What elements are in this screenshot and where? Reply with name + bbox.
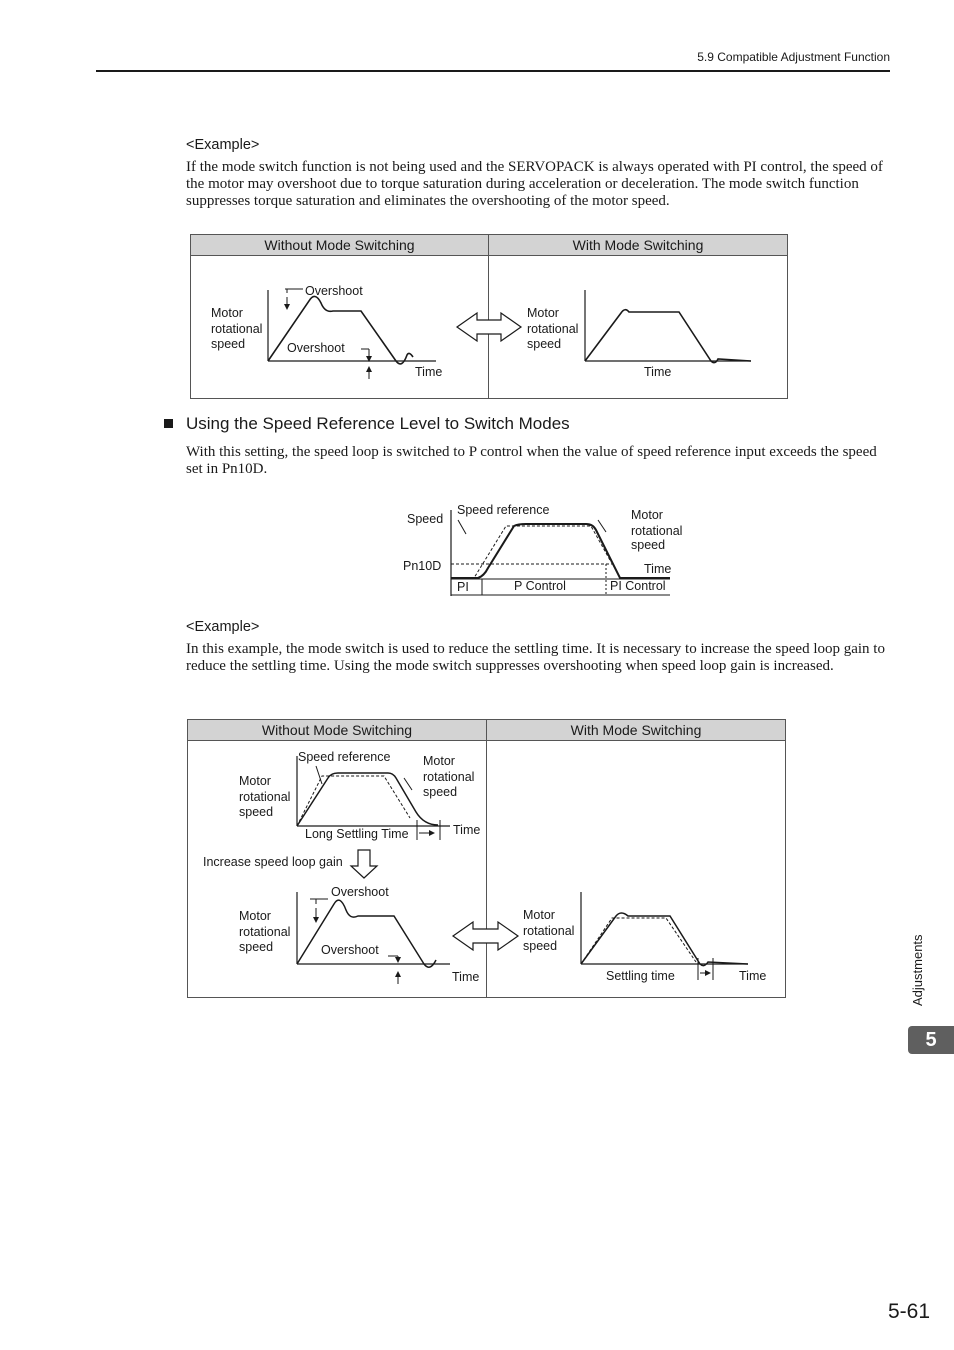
column-header-with: With Mode Switching — [489, 235, 787, 256]
top-ylabel-1: Motor — [239, 774, 271, 788]
column-header-without: Without Mode Switching — [188, 720, 486, 741]
right-xlabel: Time — [739, 969, 767, 983]
speed-reference-label: Speed reference — [457, 503, 550, 517]
top-ylabel-3: speed — [239, 805, 274, 819]
top-motor-label-3: speed — [423, 785, 458, 799]
right-ylabel-2: rotational — [527, 322, 579, 336]
right-ylabel-1: Motor — [527, 306, 559, 320]
left-ylabel-1: Motor — [211, 306, 243, 320]
motor-label-1: Motor — [631, 508, 663, 522]
right-ylabel-1: Motor — [523, 908, 555, 922]
right-ylabel-3: speed — [523, 939, 558, 953]
example-paragraph: If the mode switch function is not being used and the SERVOPACK is always operated with PI control, the speed of the motor may overshoot due to torque saturation during acceleration or deceleration. The mode switch function suppresses torque saturation and eliminates the overshooting of the motor speed. — [186, 159, 883, 209]
figure1-graphs — [191, 235, 787, 398]
right-ylabel-3: speed — [527, 337, 562, 351]
settling-time-label: Settling time — [606, 969, 675, 983]
top-xlabel: Time — [453, 823, 481, 837]
section-bullet — [164, 419, 173, 428]
top-speed-reference-label: Speed reference — [298, 750, 391, 764]
left-ylabel-2: rotational — [211, 322, 263, 336]
chapter-side-label — [908, 924, 926, 1008]
left-overshoot-top: Overshoot — [305, 284, 363, 298]
left-ylabel-3: speed — [211, 337, 246, 351]
column-header-without: Without Mode Switching — [191, 235, 488, 256]
pn10d-label: Pn10D — [403, 559, 442, 573]
p-control-region-label: P Control — [514, 579, 566, 593]
chapter-side-label-text: Adjustments — [910, 934, 925, 1006]
right-ylabel-2: rotational — [523, 924, 575, 938]
chapter-number-tab: 5 — [908, 1026, 954, 1054]
bottom-overshoot-top: Overshoot — [331, 885, 389, 899]
right-xlabel: Time — [644, 365, 672, 379]
bottom-ylabel-1: Motor — [239, 909, 271, 923]
motor-label-3: speed — [631, 538, 666, 552]
time-axis-label: Time — [644, 562, 672, 576]
header-rule — [96, 70, 890, 72]
top-motor-label-1: Motor — [423, 754, 455, 768]
long-settling-label: Long Settling Time — [305, 827, 409, 841]
bottom-overshoot-bottom: Overshoot — [321, 943, 379, 957]
bottom-xlabel: Time — [452, 970, 480, 984]
section-header-title: 5.9 Compatible Adjustment Function — [697, 50, 890, 64]
column-header-with: With Mode Switching — [487, 720, 785, 741]
speed-axis-label: Speed — [407, 512, 444, 526]
figure-settling-time-comparison — [187, 719, 786, 998]
top-motor-label-2: rotational — [423, 770, 475, 784]
figure-mode-switch-comparison — [190, 234, 788, 399]
example-label: <Example> — [186, 619, 260, 635]
example-paragraph: In this example, the mode switch is used to reduce the settling time. It is necessary to increase the speed loop gain to reduce the settling time. Using the mode switch suppresses overshooting when speed loop gain is increased. — [186, 641, 885, 674]
increase-gain-label: Increase speed loop gain — [203, 855, 343, 869]
bottom-ylabel-3: speed — [239, 940, 274, 954]
page-number: 5-61 — [887, 1300, 930, 1323]
motor-label-2: rotational — [631, 524, 683, 538]
bottom-ylabel-2: rotational — [239, 925, 291, 939]
pi-region-label: PI — [457, 580, 469, 594]
example-label: <Example> — [186, 137, 260, 153]
section-paragraph: With this setting, the speed loop is switched to P control when the value of speed reference input exceeds the speed set in Pn10D. — [186, 444, 877, 477]
top-ylabel-2: rotational — [239, 790, 291, 804]
left-xlabel: Time — [415, 365, 443, 379]
figure3-graphs — [188, 720, 785, 997]
figure-speed-reference-level — [396, 498, 696, 602]
pi-control-region-label: PI Control — [610, 579, 666, 593]
left-overshoot-bottom: Overshoot — [287, 341, 345, 355]
section-heading: Using the Speed Reference Level to Switch Modes — [186, 414, 570, 433]
